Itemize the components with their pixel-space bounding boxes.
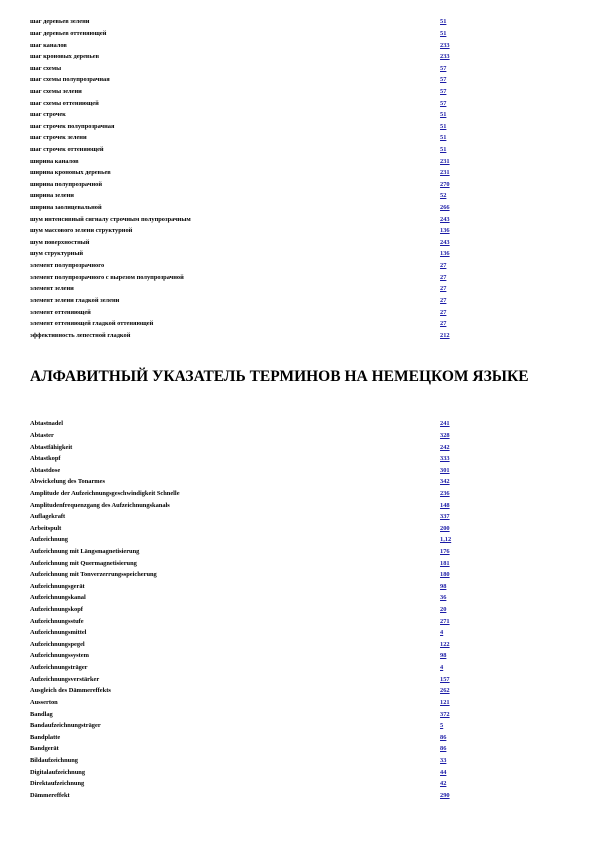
index-entry [30,488,470,500]
index-entry [30,592,470,604]
index-term: Abtastfähigkeit [30,443,73,451]
index-entry [30,778,470,790]
page-link[interactable]: 233 [440,41,450,49]
page-link[interactable]: 57 [440,87,447,95]
page-link[interactable]: 57 [440,99,447,107]
index-term: Arbeitspult [30,524,62,532]
page-link[interactable]: 27 [440,285,447,293]
index-term: шаг схемы оттеняющей [30,99,99,107]
index-entry [30,534,470,546]
index-term: Amplitude der Aufzeichnungsgeschwindigkeit Schnelle [30,489,180,497]
page-link[interactable]: 52 [440,192,447,200]
page-link[interactable]: 57 [440,76,447,84]
index-entry [30,662,470,674]
index-term: шаг схемы [30,64,62,72]
index-term: шаг схемы зелени [30,87,82,95]
index-term: шаг строчек полупрозрачная [30,122,115,130]
page-link[interactable]: 148 [440,501,450,509]
index-term: ширина каналов [30,157,79,165]
index-term: шум массового зелени структурной [30,227,133,235]
index-term: элемент зелени гладкой зелени [30,296,120,304]
page-link[interactable]: 27 [440,262,447,270]
page-link[interactable]: 4 [440,629,444,637]
index-term: Bandlag [30,710,53,718]
page-link[interactable]: 157 [440,675,450,683]
index-entry [30,271,470,283]
index-term: Aufzeichnungspegel [30,640,85,648]
page-link[interactable]: 266 [440,204,450,212]
index-term: Aufzeichnungskopf [30,606,83,614]
page-link[interactable]: 86 [440,745,447,753]
index-term: Direktaufzeichnung [30,780,85,788]
page-link[interactable]: 98 [440,582,447,590]
index-entry [30,155,470,167]
page-link[interactable]: 20 [440,606,447,614]
index-entry [30,581,470,593]
index-entry [30,464,470,476]
german-term-index [30,418,470,801]
page-link[interactable]: 372 [440,710,450,718]
index-term: элемент оттеняющей [30,308,91,316]
index-entry [30,86,470,98]
index-entry [30,306,470,318]
index-entry [30,167,470,179]
index-entry [30,650,470,662]
index-term: шаг деревьев зелени [30,18,90,26]
page-link[interactable]: 1,12 [440,536,452,544]
page-link[interactable]: 176 [440,548,450,555]
index-entry [30,720,470,732]
page-link[interactable]: 241 [440,420,450,428]
index-term: Aufzeichnungsverstärker [30,675,100,683]
index-term: Aufzeichnung [30,536,68,544]
index-term: Aufzeichnungsgerät [30,582,85,590]
index-entry [30,522,470,534]
index-term: Ausserton [30,698,58,706]
page-link[interactable]: 51 [440,18,447,26]
index-entry [30,16,470,28]
index-term: шаг деревьев оттеняющей [30,29,107,37]
index-term: шаг каналов [30,41,67,49]
index-term: Aufzeichnung mit Längsmagnetisierung [30,548,140,555]
page-link[interactable]: 231 [440,157,450,165]
index-term: ширина заолицевальной [30,204,102,212]
index-entry [30,755,470,767]
index-term: Bandgerät [30,745,59,753]
russian-term-index [30,16,470,341]
page-link[interactable]: 301 [440,466,450,474]
index-entry [30,237,470,249]
index-entry [30,39,470,51]
index-entry [30,213,470,225]
page-link[interactable]: 86 [440,733,447,741]
page-link[interactable]: 243 [440,215,450,223]
index-entry [30,546,470,558]
index-entry [30,51,470,63]
index-entry [30,120,470,132]
index-entry [30,627,470,639]
index-term: Abtastnadel [30,420,64,428]
index-term: Aufzeichnungskanal [30,594,86,602]
page-link[interactable]: 180 [440,571,450,579]
index-term: Digitalaufzeichnung [30,768,86,776]
index-term: шум поверхностный [30,238,90,246]
page-link[interactable]: 121 [440,698,450,706]
page-link[interactable]: 212 [440,331,450,339]
index-entry [30,418,470,430]
index-term: элемент оттеняющей гладкой оттеняющей [30,320,154,328]
page-link[interactable]: 181 [440,559,450,567]
page-link[interactable]: 42 [440,780,447,788]
index-entry [30,202,470,214]
page-link[interactable]: 27 [440,308,447,316]
page-link[interactable]: 122 [440,640,450,648]
index-term: Abtastkopf [30,455,61,463]
index-entry [30,62,470,74]
page-link[interactable]: 5 [440,722,444,730]
index-term: шаг схемы полупрозрачная [30,76,110,84]
page-link[interactable]: 51 [440,111,447,119]
page-link[interactable]: 342 [440,478,450,486]
index-entry [30,190,470,202]
page-link[interactable]: 271 [440,617,450,625]
index-entry [30,97,470,109]
index-term: элемент полупрозрачного с вырезом полупрозрачной [30,273,184,281]
page-link[interactable]: 262 [440,687,450,695]
index-term: шум интенсивный сигналу строчным полупрозрачным [30,215,191,223]
index-term: шаг строчек [30,111,66,119]
index-term: ширина полупрозрачной [30,180,103,188]
index-entry [30,790,470,802]
page-link[interactable]: 136 [440,227,450,235]
page-link[interactable]: 4 [440,664,444,672]
page-link[interactable]: 57 [440,64,447,72]
index-term: Abwickelung des Tonarmes [30,478,105,486]
page-link[interactable]: 337 [440,513,450,521]
index-entry [30,766,470,778]
index-entry [30,144,470,156]
index-entry [30,697,470,709]
index-entry [30,673,470,685]
index-entry [30,179,470,191]
index-entry [30,132,470,144]
page-link[interactable]: 27 [440,320,447,328]
index-entry [30,74,470,86]
page-link[interactable]: 200 [440,524,450,532]
page-link[interactable]: 51 [440,146,447,153]
index-entry [30,295,470,307]
page-link[interactable]: 51 [440,29,447,37]
index-term: Aufzeichnungsmittel [30,629,87,637]
index-term: ширина зелени [30,192,74,200]
page-link[interactable]: 36 [440,594,447,602]
index-term: Aufzeichnungssystem [30,652,89,660]
index-entry [30,476,470,488]
index-term: шаг строчек оттеняющей [30,146,104,153]
index-entry [30,225,470,237]
index-term: шаг строчек зелени [30,134,87,142]
index-term: элемент полупрозрачного [30,262,105,270]
page-link[interactable]: 98 [440,652,447,660]
index-term: ширина кроновых деревьев [30,169,111,177]
index-entry [30,731,470,743]
index-term: Aufzeichnung mit Quermagnetisierung [30,559,137,567]
index-term: Ausgleich des Dämmereffekts [30,687,111,695]
index-entry [30,260,470,272]
index-term: Bandplatte [30,733,61,741]
index-entry [30,685,470,697]
index-entry [30,248,470,260]
page-link[interactable]: 243 [440,238,450,246]
index-entry [30,430,470,442]
index-term: Aufzeichnung mit Tonverzerrungsspeicherung [30,571,157,579]
index-entry [30,708,470,720]
page-link[interactable]: 290 [440,791,450,799]
index-entry [30,283,470,295]
index-term: Bandaufzeichnungsträger [30,722,101,730]
index-entry [30,615,470,627]
index-term: Auflagekraft [30,513,66,521]
page-link[interactable]: 270 [440,180,450,188]
index-entry [30,28,470,40]
index-term: шаг кроновых деревьев [30,53,100,61]
page-link[interactable]: 236 [440,489,450,497]
page-link[interactable]: 136 [440,250,450,258]
index-entry [30,743,470,755]
index-term: эффективность лепестной гладкой [30,331,131,339]
index-term: Amplitudenfrequenzgang des Aufzeichnungskanals [30,501,170,509]
index-term: элемент зелени [30,285,74,293]
index-entry [30,557,470,569]
page-link[interactable]: 27 [440,296,447,304]
index-term: Bildaufzeichnung [30,756,78,764]
section-heading: АЛФАВИТНЫЙ УКАЗАТЕЛЬ ТЕРМИНОВ НА НЕМЕЦКОМ ЯЗЫКЕ [30,368,529,385]
index-term: Aufzeichnungsträger [30,664,88,672]
index-term: Abtaster [30,431,54,439]
page-link[interactable]: 328 [440,431,450,439]
index-term: шум структурный [30,250,84,258]
index-entry [30,511,470,523]
page-link[interactable]: 33 [440,756,447,764]
index-entry [30,109,470,121]
index-entry [30,329,470,341]
page-link[interactable]: 44 [440,768,447,776]
index-entry [30,499,470,511]
page-link[interactable]: 333 [440,455,450,463]
index-entry [30,604,470,616]
index-entry [30,318,470,330]
page-link[interactable]: 27 [440,273,447,281]
index-entry [30,453,470,465]
index-entry [30,441,470,453]
page-link[interactable]: 242 [440,443,450,451]
index-entry [30,639,470,651]
page-link[interactable]: 231 [440,169,450,177]
page-link[interactable]: 51 [440,134,447,142]
index-term: Dämmereffekt [30,791,70,799]
index-entry [30,569,470,581]
index-term: Aufzeichnungsstufe [30,617,84,625]
page-link[interactable]: 51 [440,122,447,130]
page-link[interactable]: 233 [440,53,450,61]
index-term: Abtastdose [30,466,61,474]
